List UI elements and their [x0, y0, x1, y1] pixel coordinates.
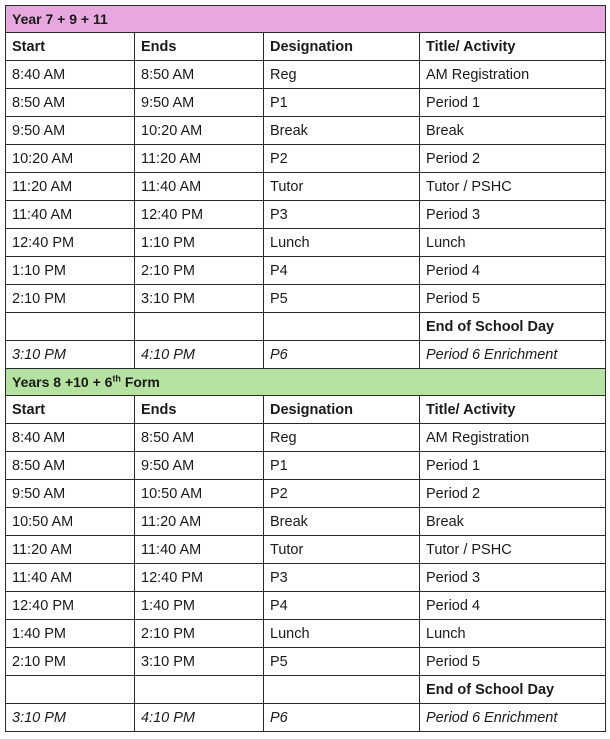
table-row: [6, 61, 606, 89]
timetable-body: [6, 6, 606, 732]
section-title-suffix: Form: [120, 374, 160, 390]
activity: Period 6 Enrichment: [420, 704, 606, 732]
table-row: [6, 536, 606, 564]
activity: Period 5: [420, 648, 606, 676]
designation: Break: [264, 117, 420, 145]
table-row: [6, 117, 606, 145]
section-title: [6, 369, 606, 396]
activity: Period 2: [420, 480, 606, 508]
designation: P1: [264, 89, 420, 117]
start-header: Start: [6, 396, 135, 424]
timetable: [5, 5, 606, 732]
start-time: 8:40 AM: [6, 424, 135, 452]
column-header-row: [6, 396, 606, 424]
start-time: [6, 313, 135, 341]
activity-header: Title/ Activity: [420, 33, 606, 61]
start-header: Start: [6, 33, 135, 61]
section-title-superscript: th: [112, 373, 121, 384]
section-title: [6, 6, 606, 33]
section-title-text: Years 8 +10 + 6: [12, 374, 113, 390]
table-row: [6, 313, 606, 341]
designation: P1: [264, 452, 420, 480]
start-time: 2:10 PM: [6, 648, 135, 676]
end-time: 3:10 PM: [135, 648, 264, 676]
column-header-row: [6, 33, 606, 61]
designation: P4: [264, 257, 420, 285]
table-row: [6, 704, 606, 732]
start-time: 3:10 PM: [6, 341, 135, 369]
designation: [264, 313, 420, 341]
table-row: [6, 620, 606, 648]
table-row: [6, 592, 606, 620]
table-row: [6, 452, 606, 480]
designation-header: Designation: [264, 33, 420, 61]
start-time: 10:50 AM: [6, 508, 135, 536]
activity: Period 6 Enrichment: [420, 341, 606, 369]
end-time: 12:40 PM: [135, 564, 264, 592]
start-time: 1:40 PM: [6, 620, 135, 648]
section-title-row: [6, 6, 606, 33]
end-time: 1:40 PM: [135, 592, 264, 620]
activity-header: Title/ Activity: [420, 396, 606, 424]
start-time: 11:20 AM: [6, 173, 135, 201]
table-row: [6, 285, 606, 313]
start-time: 8:50 AM: [6, 452, 135, 480]
end-time: 11:20 AM: [135, 508, 264, 536]
designation: Tutor: [264, 173, 420, 201]
activity: Period 4: [420, 257, 606, 285]
activity: Lunch: [420, 229, 606, 257]
designation: P4: [264, 592, 420, 620]
activity: Period 3: [420, 564, 606, 592]
start-time: 9:50 AM: [6, 117, 135, 145]
start-time: 3:10 PM: [6, 704, 135, 732]
table-row: [6, 480, 606, 508]
designation: [264, 676, 420, 704]
activity: Period 3: [420, 201, 606, 229]
designation: Reg: [264, 424, 420, 452]
start-time: 12:40 PM: [6, 592, 135, 620]
designation: P6: [264, 704, 420, 732]
activity: End of School Day: [420, 676, 606, 704]
activity: Break: [420, 508, 606, 536]
table-row: [6, 341, 606, 369]
designation: Reg: [264, 61, 420, 89]
end-time: 9:50 AM: [135, 89, 264, 117]
end-time: 8:50 AM: [135, 424, 264, 452]
designation-header: Designation: [264, 396, 420, 424]
end-time: 8:50 AM: [135, 61, 264, 89]
end-time: 3:10 PM: [135, 285, 264, 313]
section-title-text: Year 7 + 9 + 11: [12, 11, 108, 27]
end-time: 10:20 AM: [135, 117, 264, 145]
activity: Period 2: [420, 145, 606, 173]
table-row: [6, 89, 606, 117]
designation: P3: [264, 564, 420, 592]
start-time: 10:20 AM: [6, 145, 135, 173]
table-row: [6, 257, 606, 285]
ends-header: Ends: [135, 33, 264, 61]
end-time: [135, 313, 264, 341]
end-time: 11:20 AM: [135, 145, 264, 173]
table-row: [6, 173, 606, 201]
activity: AM Registration: [420, 61, 606, 89]
end-time: 2:10 PM: [135, 257, 264, 285]
start-time: 11:40 AM: [6, 564, 135, 592]
table-row: [6, 508, 606, 536]
end-time: 4:10 PM: [135, 341, 264, 369]
activity: Period 1: [420, 452, 606, 480]
designation: Tutor: [264, 536, 420, 564]
designation: P2: [264, 145, 420, 173]
table-row: [6, 201, 606, 229]
activity: Period 5: [420, 285, 606, 313]
start-time: 8:50 AM: [6, 89, 135, 117]
activity: Lunch: [420, 620, 606, 648]
table-row: [6, 648, 606, 676]
designation: Lunch: [264, 229, 420, 257]
start-time: 1:10 PM: [6, 257, 135, 285]
designation: P6: [264, 341, 420, 369]
designation: P2: [264, 480, 420, 508]
activity: Tutor / PSHC: [420, 536, 606, 564]
start-time: 9:50 AM: [6, 480, 135, 508]
start-time: 11:40 AM: [6, 201, 135, 229]
table-row: [6, 676, 606, 704]
table-row: [6, 145, 606, 173]
designation: P3: [264, 201, 420, 229]
designation: P5: [264, 648, 420, 676]
designation: P5: [264, 285, 420, 313]
end-time: 11:40 AM: [135, 173, 264, 201]
start-time: 12:40 PM: [6, 229, 135, 257]
designation: Lunch: [264, 620, 420, 648]
end-time: 2:10 PM: [135, 620, 264, 648]
end-time: 11:40 AM: [135, 536, 264, 564]
start-time: 8:40 AM: [6, 61, 135, 89]
designation: Break: [264, 508, 420, 536]
end-time: 12:40 PM: [135, 201, 264, 229]
activity: AM Registration: [420, 424, 606, 452]
end-time: [135, 676, 264, 704]
activity: Tutor / PSHC: [420, 173, 606, 201]
start-time: 2:10 PM: [6, 285, 135, 313]
section-title-row: [6, 369, 606, 396]
activity: Period 1: [420, 89, 606, 117]
start-time: 11:20 AM: [6, 536, 135, 564]
activity: End of School Day: [420, 313, 606, 341]
activity: Break: [420, 117, 606, 145]
activity: Period 4: [420, 592, 606, 620]
end-time: 9:50 AM: [135, 452, 264, 480]
table-row: [6, 564, 606, 592]
ends-header: Ends: [135, 396, 264, 424]
table-row: [6, 229, 606, 257]
end-time: 10:50 AM: [135, 480, 264, 508]
end-time: 1:10 PM: [135, 229, 264, 257]
table-row: [6, 424, 606, 452]
start-time: [6, 676, 135, 704]
end-time: 4:10 PM: [135, 704, 264, 732]
